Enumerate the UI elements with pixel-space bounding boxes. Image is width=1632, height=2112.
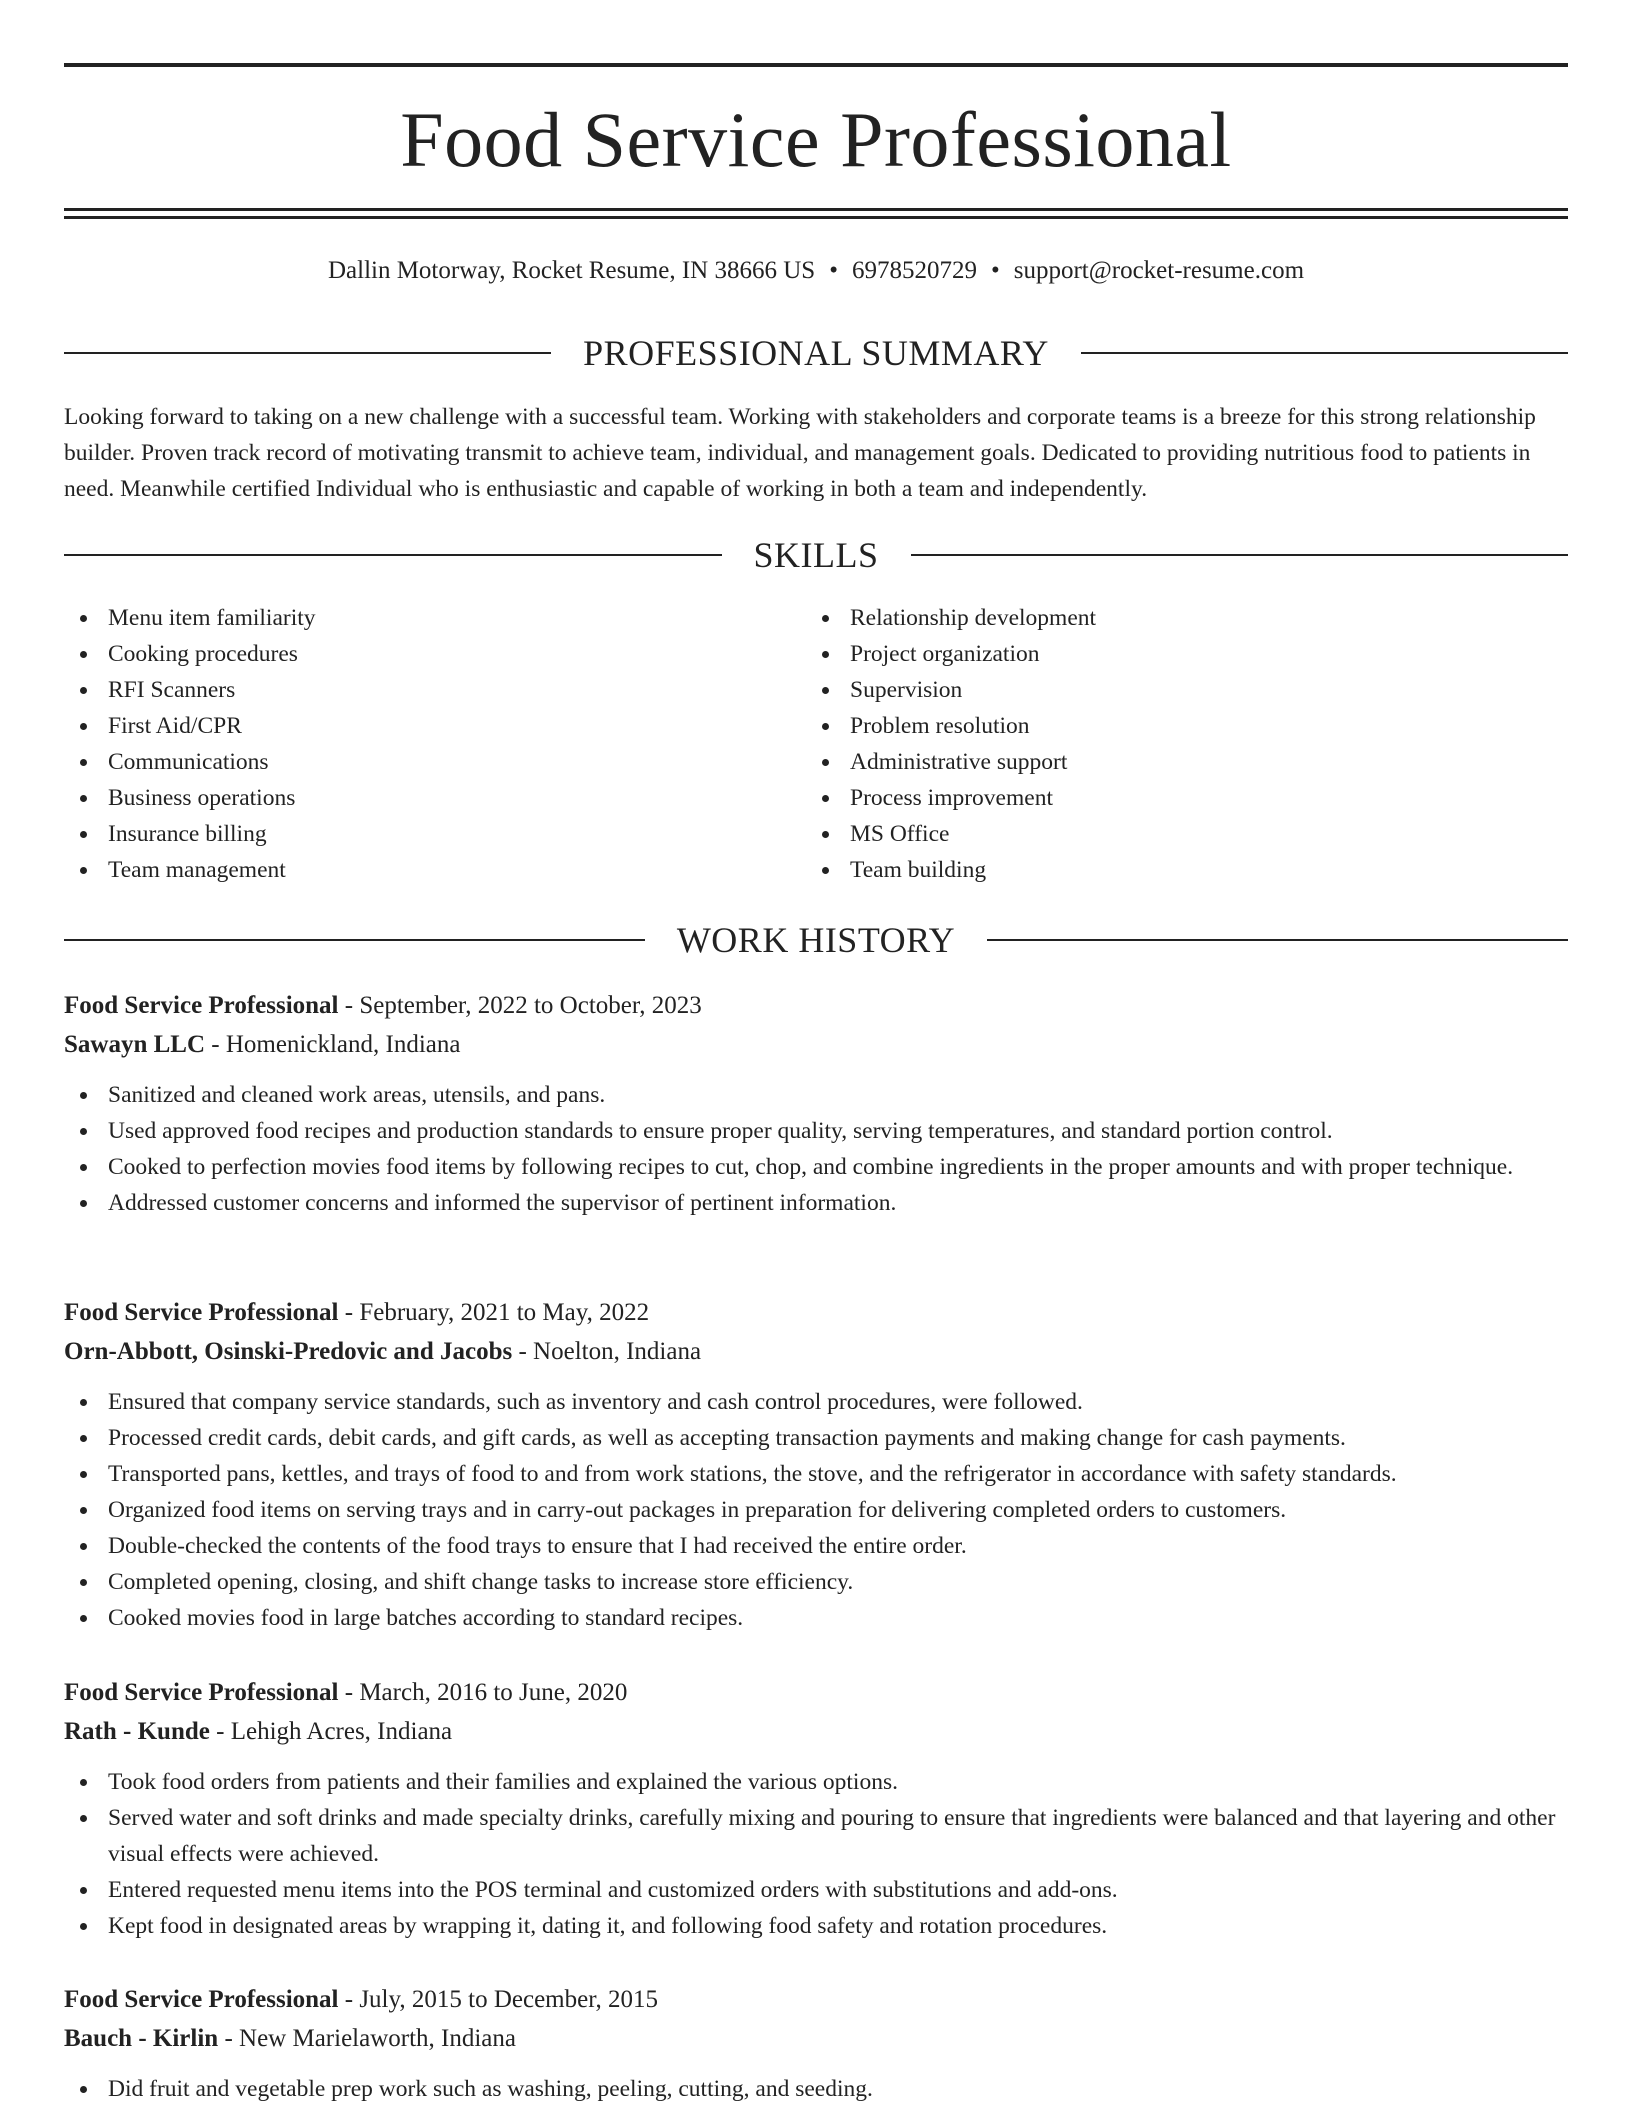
job-company: Orn-Abbott, Osinski-Predovic and Jacobs [64,1338,513,1365]
job-location: - Homenickland, Indiana [205,1031,461,1058]
heading-rule [64,939,645,941]
job-company: Rath - Kunde [64,1718,210,1745]
job-dates: - February, 2021 to May, 2022 [338,1299,650,1326]
job-duty: Cooked to perfection movies food items by following recipes to cut, chop, and combine ingredients in the proper amounts and with proper technique. [64,1149,1568,1185]
contact-separator: • [829,257,838,284]
job-title-line [64,1293,1568,1332]
job-duty: Entered requested menu items into the POS terminal and customized orders with substitutions and add-ons. [64,1872,1568,1908]
skills-heading-text: SKILLS [753,535,879,575]
job-duties-list [64,1384,1568,1636]
work-history-heading [64,918,1568,962]
skill-item: Business operations [64,780,764,816]
skill-item: Problem resolution [806,708,1506,744]
contact-address: Dallin Motorway, Rocket Resume, IN 38666 US [327,257,816,284]
summary-heading-text: PROFESSIONAL SUMMARY [583,333,1049,373]
skill-item: Communications [64,744,764,780]
skill-item: Process improvement [806,780,1506,816]
contact-line [64,254,1568,288]
heading-rule [1081,352,1568,354]
job-company-line [64,1712,1568,1751]
job-location: - Noelton, Indiana [512,1338,702,1365]
heading-rule [64,352,551,354]
job-company: Bauch - Kirlin [64,2025,219,2052]
job-dates: - July, 2015 to December, 2015 [338,1986,659,2013]
job-title-line [64,1673,1568,1712]
skill-item: Insurance billing [64,816,764,852]
contact-phone: 6978520729 [851,257,977,284]
skill-item: MS Office [806,816,1506,852]
heading-rule [987,939,1568,941]
job-duty: Double-checked the contents of the food trays to ensure that I had received the entire order. [64,1528,1568,1564]
skill-item: Administrative support [806,744,1506,780]
contact-email: support@rocket-resume.com [1013,257,1305,284]
job-dates: - September, 2022 to October, 2023 [338,992,702,1019]
header-top-rule [64,63,1568,67]
header-double-rule-upper [64,208,1568,211]
job-title-line [64,986,1568,1025]
job-duties-list [64,2071,1568,2107]
skills-heading [64,533,1568,577]
work-history-heading-text: WORK HISTORY [676,920,956,960]
skill-item: Cooking procedures [64,636,764,672]
heading-rule [64,554,722,556]
job-title: Food Service Professional [64,1299,339,1326]
skill-item: Project organization [806,636,1506,672]
job-duty: Kept food in designated areas by wrapping it, dating it, and following food safety and rotation procedures. [64,1908,1568,1944]
job-duties-list [64,1764,1568,1944]
skill-item: Team building [806,852,1506,888]
job-duty: Served water and soft drinks and made specialty drinks, carefully mixing and pouring to ensure that ingredients were balanced and that layering and other visual effects were achieved. [64,1800,1568,1872]
job-duty: Transported pans, kettles, and trays of food to and from work stations, the stove, and the refrigerator in accordance with safety standards. [64,1456,1568,1492]
header-double-rule-lower [64,216,1568,219]
skill-item: Team management [64,852,764,888]
skills-column-left [64,600,764,888]
contact-separator: • [990,257,1000,284]
job-duty: Cooked movies food in large batches according to standard recipes. [64,1600,1568,1636]
skills-list-right [806,600,1506,888]
resume-name: Food Service Professional [400,96,1232,183]
job-company-line [64,1025,1568,1064]
job-location: - Lehigh Acres, Indiana [209,1718,453,1745]
job-entry [64,1980,1568,2107]
skill-item: RFI Scanners [64,672,764,708]
job-dates: - March, 2016 to June, 2020 [338,1679,628,1706]
job-duty: Processed credit cards, debit cards, and gift cards, as well as accepting transaction payments and making change for cash payments. [64,1420,1568,1456]
job-location: - New Marielaworth, Indiana [218,2025,516,2052]
skill-item: Menu item familiarity [64,600,764,636]
skill-item: Supervision [806,672,1506,708]
job-company-line [64,1332,1568,1371]
job-title: Food Service Professional [64,1986,339,2013]
skills-column-right [806,600,1506,888]
job-duties-list [64,1077,1568,1221]
job-duty: Did fruit and vegetable prep work such as washing, peeling, cutting, and seeding. [64,2071,1568,2107]
skill-item: Relationship development [806,600,1506,636]
job-duty: Sanitized and cleaned work areas, utensils, and pans. [64,1077,1568,1113]
summary-text: Looking forward to taking on a new challenge with a successful team. Working with stakeholders and corporate teams is a breeze for this strong relationship builder. Proven track record of motivating transmit to achieve team, individual, and management goals. Dedicated to providing nutritious food to patients in need. Meanwhile certified Individual who is enthusiastic and capable of working in both a team and independently. [64,404,1536,502]
job-company-line [64,2019,1568,2058]
job-entry [64,1673,1568,1944]
job-company: Sawayn LLC [64,1031,206,1058]
job-duty: Organized food items on serving trays and in carry-out packages in preparation for delivering completed orders to customers. [64,1492,1568,1528]
job-title-line [64,1980,1568,2019]
job-duty: Completed opening, closing, and shift change tasks to increase store efficiency. [64,1564,1568,1600]
job-duty: Addressed customer concerns and informed the supervisor of pertinent information. [64,1185,1568,1221]
job-entry [64,1293,1568,1636]
heading-rule [911,554,1569,556]
skill-item: First Aid/CPR [64,708,764,744]
job-entry [64,986,1568,1221]
summary-heading [64,331,1568,375]
skills-list-left [64,600,764,888]
job-duty: Took food orders from patients and their families and explained the various options. [64,1764,1568,1800]
job-duty: Ensured that company service standards, such as inventory and cash control procedures, were followed. [64,1384,1568,1420]
job-title: Food Service Professional [64,992,339,1019]
job-duty: Used approved food recipes and production standards to ensure proper quality, serving temperatures, and standard portion control. [64,1113,1568,1149]
job-title: Food Service Professional [64,1679,339,1706]
